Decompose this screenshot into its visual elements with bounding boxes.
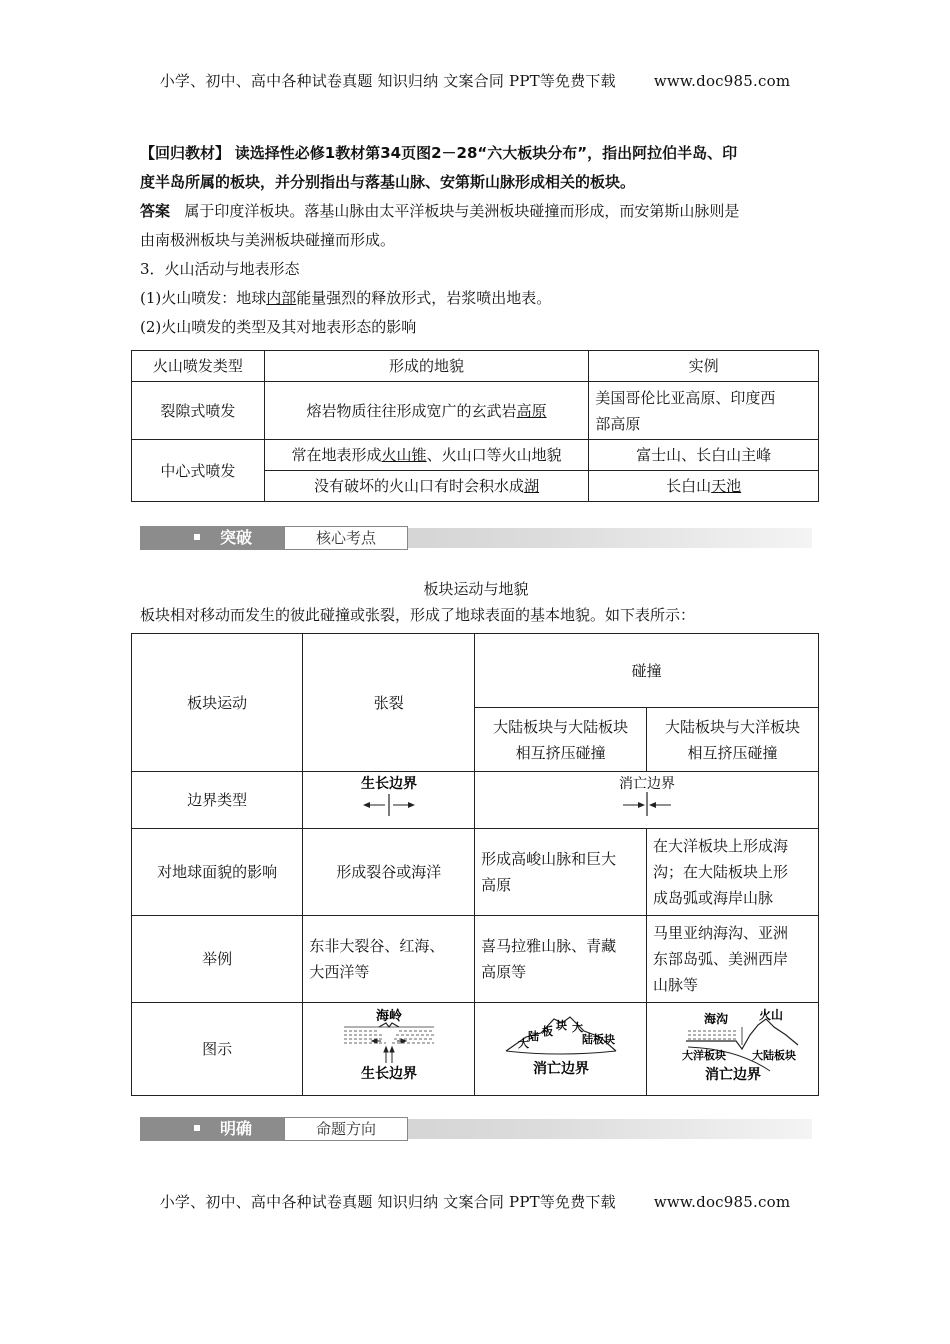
pt-sub-co-1: 大陆板块与大洋板块 <box>665 717 801 736</box>
footer-site: www.doc985.com <box>653 1193 791 1211</box>
pt-eco-3: 成岛弧或海岸山脉 <box>653 889 774 907</box>
pt-exs-2: 大西洋等 <box>309 963 370 981</box>
page-footer <box>0 1191 950 1212</box>
trench-label: 海沟 <box>703 1012 728 1026</box>
vt-example-central2 <box>589 471 819 502</box>
vt-form-central1 <box>264 440 589 471</box>
vt-fc2-u: 湖 <box>524 477 540 495</box>
growth-boundary-label: 生长边界 <box>360 776 417 792</box>
banner-breakthrough <box>140 526 812 552</box>
mountain-diagram <box>496 1007 626 1083</box>
pt-ecc-2: 高原 <box>481 876 512 894</box>
p1-b: 能量强烈的释放形式，岩浆喷出地表。 <box>296 289 552 307</box>
page-header <box>0 70 950 91</box>
review-tag: 【回归教材】 <box>140 144 231 162</box>
growth-boundary-icon <box>339 774 439 818</box>
section3-title: 3．火山活动与地表形态 <box>140 260 300 278</box>
plate-intro: 板块相对移动而发生的彼此碰撞或张裂，形成了地球表面的基本地貌。如下表所示： <box>140 606 696 624</box>
vt-fc2-a: 没有破坏的火山口有时会积水成 <box>314 477 525 495</box>
vt-header-example: 实例 <box>589 351 819 382</box>
p1-a: (1)火山喷发：地球 <box>140 289 267 307</box>
footer-text: 小学、初中、高中各种试卷真题 知识归纳 文案合同 PPT等免费下载 <box>159 1193 616 1211</box>
ridge-label: 海岭 <box>375 1009 402 1024</box>
pt-diagram-co <box>647 1003 819 1096</box>
pt-sub-cc-1: 大陆板块与大陆板块 <box>493 717 629 736</box>
pt-ecc-1: 形成高峻山脉和巨大 <box>481 850 617 868</box>
section3-p1 <box>140 284 812 313</box>
pt-effect-co <box>647 829 819 916</box>
answer-line1: 属于印度洋板块。落基山脉由太平洋板块与美洲板块碰撞而形成，而安第斯山脉则是 <box>184 202 740 220</box>
pt-eco-2: 沟；在大陆板块上形 <box>653 863 789 881</box>
pt-exco-2: 东部岛弧、美洲西岸 <box>653 950 789 968</box>
review-line2: 度半岛所属的板块，并分别指出与落基山脉、安第斯山脉形成相关的板块。 <box>140 173 636 191</box>
vt-fc1-u: 火山锥 <box>381 446 427 464</box>
pt-boundary-subduction <box>475 772 819 829</box>
vt-header-type: 火山喷发类型 <box>132 351 265 382</box>
vt-form-fissure-a: 熔岩物质往往形成宽广的玄武岩 <box>306 401 517 420</box>
section3-p2: (2)火山喷发的类型及其对地表形态的影响 <box>140 318 417 336</box>
vt-form-central2 <box>264 471 589 502</box>
volcano-label: 火山 <box>758 1008 783 1022</box>
vt-ec2-u: 天池 <box>711 477 742 495</box>
volcano-table <box>131 350 819 502</box>
cc-label-d: 块 <box>555 1019 567 1032</box>
pt-diagram-split <box>303 1003 475 1096</box>
pt-label-example: 举例 <box>132 916 303 1003</box>
cc-label-b: 陆 <box>527 1030 539 1043</box>
header-site: www.doc985.com <box>653 72 791 90</box>
pt-effect-split: 形成裂谷或海洋 <box>303 829 475 916</box>
pt-exco-3: 山脉等 <box>653 976 699 994</box>
pt-excc-1: 喜马拉雅山脉、青藏 <box>481 937 617 955</box>
pt-exco-1: 马里亚纳海沟、亚洲 <box>653 924 789 942</box>
review-block <box>140 139 812 342</box>
vt-ex-f1: 美国哥伦比亚高原、印度西 <box>595 388 776 407</box>
pt-label-motion: 板块运动 <box>132 634 303 772</box>
pt-ex-cc <box>475 916 647 1003</box>
pt-label-effect: 对地球面貌的影响 <box>132 829 303 916</box>
review-line1: 读选择性必修1教材第34页图2－28“六大板块分布”，指出阿拉伯半岛、印 <box>234 144 738 162</box>
vt-fc1-a: 常在地表形成 <box>291 446 382 464</box>
vt-ec2-a: 长白山 <box>666 477 712 495</box>
pt-ex-split <box>303 916 475 1003</box>
subduction-boundary-label: 消亡边界 <box>618 776 675 792</box>
pt-boundary-growth <box>303 772 475 829</box>
plate-table <box>131 633 819 1096</box>
ridge-diagram <box>324 1007 454 1083</box>
banner2-light: 命题方向 <box>284 1117 408 1141</box>
vt-example-central1: 富士山、长白山主峰 <box>589 440 819 471</box>
vt-form-fissure <box>264 382 589 440</box>
pt-diagram-cc <box>475 1003 647 1096</box>
pt-eco-1: 在大洋板块上形成海 <box>653 837 789 855</box>
pt-label-boundary: 边界类型 <box>132 772 303 829</box>
vt-ex-f2: 部高原 <box>595 414 641 433</box>
vt-form-fissure-u: 高原 <box>516 401 547 420</box>
cc-label-a: 大 <box>517 1037 529 1050</box>
banner1-light: 核心考点 <box>284 526 408 550</box>
vt-fc1-b: 、火山口等火山地貌 <box>426 446 562 464</box>
p1-underline: 内部 <box>266 289 297 307</box>
pt-sub-cc-2: 相互挤压碰撞 <box>515 743 606 762</box>
answer-label: 答案 <box>140 202 171 220</box>
pt-split: 张裂 <box>303 634 475 772</box>
vt-header-form: 形成的地貌 <box>264 351 589 382</box>
pt-sub-cc <box>475 708 647 772</box>
cc-bottom-label: 消亡边界 <box>532 1061 589 1077</box>
pt-excc-2: 高原等 <box>481 963 527 981</box>
continent-plate-label: 大陆板块 <box>751 1049 796 1062</box>
cc-label-c: 板 <box>541 1025 553 1038</box>
pt-collide: 碰撞 <box>475 634 819 708</box>
banner-direction <box>140 1117 812 1143</box>
pt-exs-1: 东非大裂谷、红海、 <box>309 937 445 955</box>
banner1-dark: 突破 <box>220 528 253 547</box>
ocean-plate-label: 大洋板块 <box>681 1049 726 1062</box>
pt-ex-co <box>647 916 819 1003</box>
co-bottom-label: 消亡边界 <box>704 1067 761 1083</box>
cc-label-f: 陆板块 <box>581 1033 615 1046</box>
cc-label-e: 大 <box>571 1021 583 1034</box>
vt-type-central: 中心式喷发 <box>132 440 265 502</box>
banner2-dark: 明确 <box>220 1119 253 1138</box>
trench-diagram <box>658 1005 808 1085</box>
answer-line2: 由南极洲板块与美洲板块碰撞而形成。 <box>140 231 396 249</box>
pt-effect-cc <box>475 829 647 916</box>
vt-example-fissure <box>589 382 819 440</box>
plate-title: 板块运动与地貌 <box>423 580 529 598</box>
pt-sub-co-2: 相互挤压碰撞 <box>687 743 778 762</box>
ridge-bottom-label: 生长边界 <box>360 1066 417 1082</box>
subduction-boundary-icon <box>597 774 697 818</box>
pt-sub-co <box>647 708 819 772</box>
header-text: 小学、初中、高中各种试卷真题 知识归纳 文案合同 PPT等免费下载 <box>159 72 616 90</box>
vt-type-fissure: 裂隙式喷发 <box>132 382 265 440</box>
pt-label-diagram: 图示 <box>132 1003 303 1096</box>
